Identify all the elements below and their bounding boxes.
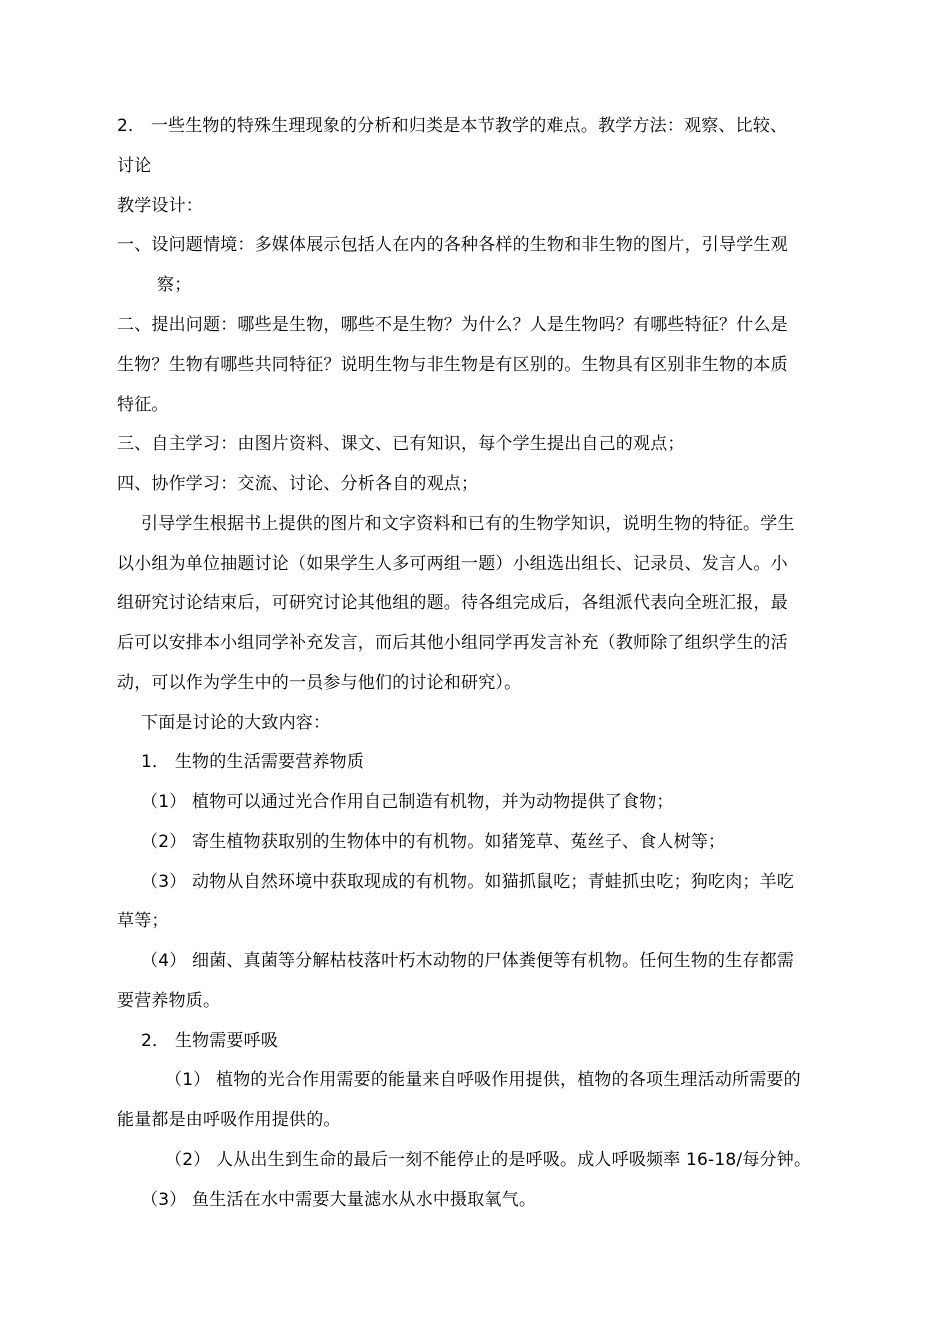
text-line: 教学设计： [117,196,203,216]
text-line: （3） 鱼生活在水中需要大量滤水从水中摄取氧气。 [141,1190,537,1210]
text-line: 要营养物质。 [117,991,221,1011]
text-line: （1） 植物可以通过光合作用自己制造有机物，并为动物提供了食物； [141,792,674,812]
text-line: （2） 寄生植物获取别的生物体中的有机物。如猪笼草、菟丝子、食人树等； [141,832,726,852]
text-line: 一、设问题情境：多媒体展示包括人在内的各种各样的生物和非生物的图片，引导学生观 [117,235,788,255]
text-line: 讨论 [117,156,152,176]
text-line: 四、协作学习：交流、讨论、分析各自的观点； [117,474,479,494]
text-line: 1． 生物的生活需要营养物质 [141,752,365,772]
text-line: 能量都是由呼吸作用提供的。 [117,1110,341,1130]
text-line: （4） 细菌、真菌等分解枯枝落叶朽木动物的尸体粪便等有机物。任何生物的生存都需 [141,951,795,971]
text-line: 组研究讨论结束后，可研究讨论其他组的题。待各组完成后，各组派代表向全班汇报，最 [117,593,788,613]
text-line: 动，可以作为学生中的一员参与他们的讨论和研究）。 [117,673,522,693]
text-line: （3） 动物从自然环境中获取现成的有机物。如猫抓鼠吃；青蛙抓虫吃；狗吃肉；羊吃 [141,872,795,892]
text-line: 2． 一些生物的特殊生理现象的分析和归类是本节教学的难点。教学方法：观察、比较、 [117,116,788,136]
text-line: 草等； [117,911,169,931]
text-line: （1） 植物的光合作用需要的能量来自呼吸作用提供，植物的各项生理活动所需要的 [165,1070,801,1090]
text-line: 下面是讨论的大致内容： [141,713,331,733]
text-line: 以小组为单位抽题讨论（如果学生人多可两组一题）小组选出组长、记录员、发言人。小 [117,554,788,574]
text-line: 生物？生物有哪些共同特征？说明生物与非生物是有区别的。生物具有区别非生物的本质 [117,355,788,375]
text-line: （2） 人从出生到生命的最后一刻不能停止的是呼吸。成人呼吸频率 16-18/每分钟。 [165,1150,812,1170]
text-line: 特征。 [117,395,169,415]
text-line: 三、自主学习：由图片资料、课文、已有知识，每个学生提出自己的观点； [117,434,685,454]
text-line: 二、提出问题：哪些是生物，哪些不是生物？为什么？人是生物吗？有哪些特征？什么是 [117,315,788,335]
text-line: 察； [157,275,192,295]
text-line: 引导学生根据书上提供的图片和文字资料和已有的生物学知识，说明生物的特征。学生 [141,514,795,534]
text-line: 2． 生物需要呼吸 [141,1031,279,1051]
text-line: 后可以安排本小组同学补充发言，而后其他小组同学再发言补充（教师除了组织学生的活 [117,633,788,653]
